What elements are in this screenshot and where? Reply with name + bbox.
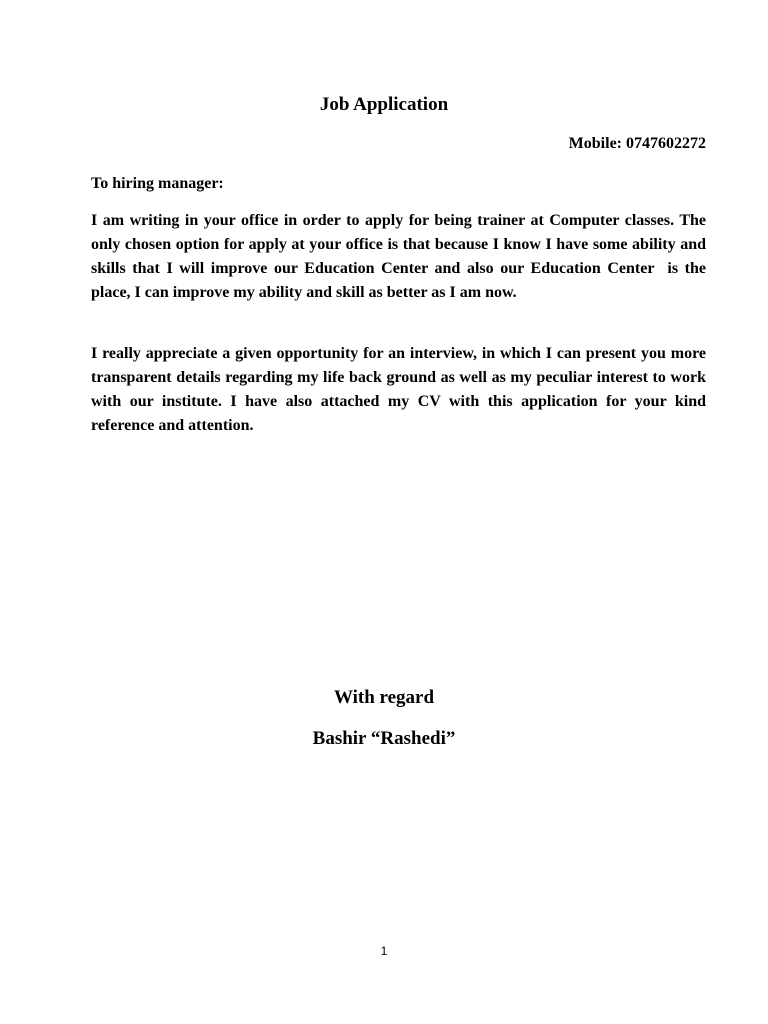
- mobile-label: Mobile:: [568, 135, 622, 152]
- mobile-line: [91, 134, 706, 154]
- signature-name: Bashir “Rashedi”: [312, 728, 456, 749]
- document-title: Job Application: [319, 94, 449, 115]
- mobile-number: 0747602272: [626, 135, 706, 152]
- page-number: 1: [380, 944, 388, 958]
- salutation: To hiring manager:: [91, 175, 224, 192]
- closing-phrase: With regard: [333, 687, 435, 708]
- body-paragraph-1: I am writing in your office in order to apply for being trainer at Computer classes. The only chosen option for apply at your office is that because I know I have some ability and skills that I will improve our Education Center and also our Education Center is the place, I can improve my ability and skill as better as I am now.: [91, 212, 710, 301]
- body-paragraph-2: I really appreciate a given opportunity for an interview, in which I can present you more transparent details regarding my life back ground as well as my peculiar interest to work with our institute. I have also attached my CV with this application for your kind reference and attention.: [91, 345, 710, 434]
